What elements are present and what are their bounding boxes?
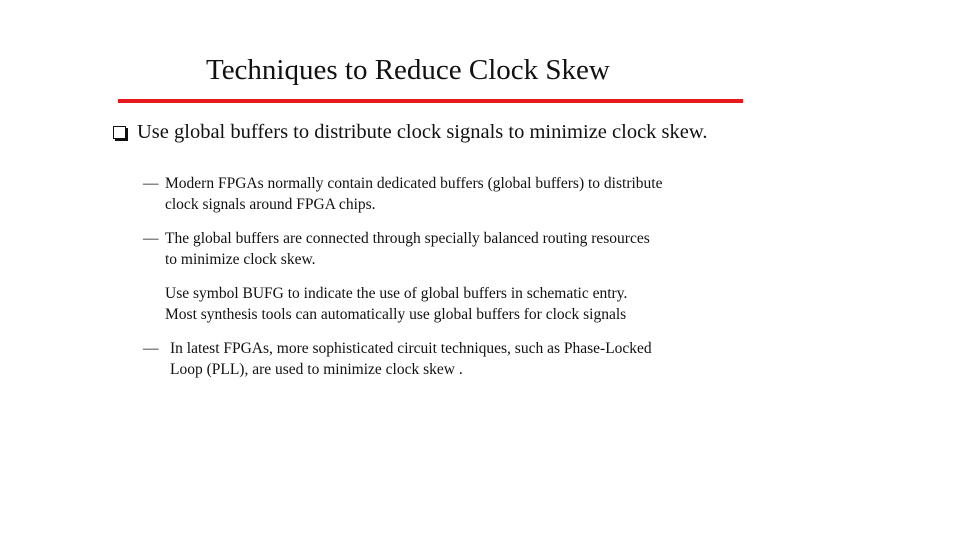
slide-title: Techniques to Reduce Clock Skew	[206, 54, 610, 86]
sub-bullet-4-text-2: Loop (PLL), are used to minimize clock skew .	[170, 361, 463, 378]
sub-bullet-2-text-1: The global buffers are connected through specially balanced routing resources	[165, 230, 650, 247]
sub-bullet-4	[143, 338, 652, 380]
sub-bullet-1-line-1	[143, 173, 662, 194]
sub-bullet-4-text-1: In latest FPGAs, more sophisticated circuit techniques, such as Phase-Locked	[170, 340, 652, 357]
sub-bullet-2-text-2: to minimize clock skew.	[165, 251, 316, 268]
sub-paragraph-3-line-1: Use symbol BUFG to indicate the use of global buffers in schematic entry.	[165, 285, 628, 302]
sub-bullet-1-line-2	[143, 194, 662, 215]
sub-bullet-1-text-2: clock signals around FPGA chips.	[165, 196, 376, 213]
dash-marker: —	[143, 175, 159, 192]
sub-paragraph-3	[165, 283, 627, 325]
sub-bullet-4-line-1	[143, 338, 652, 359]
sub-bullet-2-line-2	[143, 249, 650, 270]
sub-bullet-2-line-1	[143, 228, 650, 249]
sub-bullet-1	[143, 173, 662, 215]
dash-marker: —	[143, 340, 159, 357]
dash-marker: —	[143, 230, 159, 247]
sub-bullet-1-text-1: Modern FPGAs normally contain dedicated buffers (global buffers) to distribute	[165, 175, 663, 192]
sub-bullet-2	[143, 228, 650, 270]
main-bullet	[113, 118, 707, 146]
sub-bullet-4-line-2	[143, 359, 652, 380]
checkbox-icon	[113, 126, 126, 139]
sub-paragraph-3-line-2: Most synthesis tools can automatically use global buffers for clock signals	[165, 306, 627, 323]
title-underline	[118, 99, 743, 103]
main-bullet-text: Use global buffers to distribute clock signals to minimize clock skew.	[137, 121, 708, 143]
